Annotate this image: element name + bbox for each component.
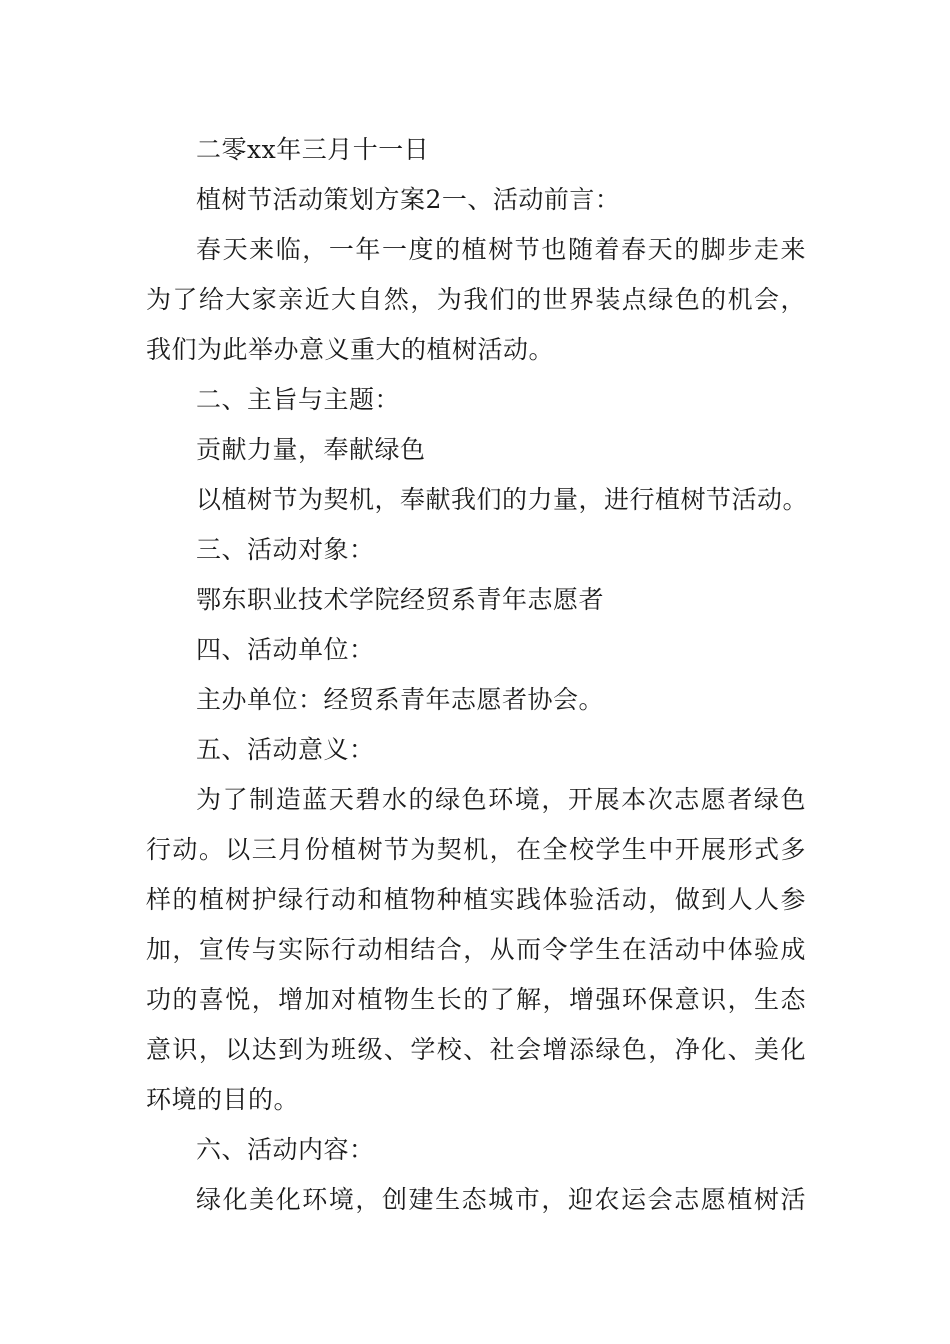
document-page [146, 125, 809, 1225]
section-heading: 五、活动意义： [196, 735, 375, 764]
paragraph-line: 加，宣传与实际行动相结合，从而令学生在活动中体验成 [146, 935, 806, 964]
paragraph-line: 意识，以达到为班级、学校、社会增添绿色，净化、美化 [146, 1035, 806, 1064]
date-line: 二零xx年三月十一日 [196, 135, 430, 164]
plan-title-line: 植树节活动策划方案2一、活动前言： [196, 185, 621, 214]
paragraph-line: 样的植树护绿行动和植物种植实践体验活动，做到人人参 [146, 885, 806, 914]
section-heading: 二、主旨与主题： [196, 385, 401, 414]
paragraph-line: 为了制造蓝天碧水的绿色环境，开展本次志愿者绿色 [196, 785, 806, 814]
paragraph-line: 以植树节为契机，奉献我们的力量，进行植树节活动。 [196, 485, 809, 514]
paragraph-line: 环境的目的。 [146, 1085, 300, 1114]
paragraph-line: 绿化美化环境，创建生态城市，迎农运会志愿植树活 [196, 1185, 806, 1214]
section-heading: 六、活动内容： [196, 1135, 375, 1164]
paragraph-line: 我们为此举办意义重大的植树活动。 [146, 335, 555, 364]
paragraph-line: 为了给大家亲近大自然，为我们的世界装点绿色的机会， [146, 285, 806, 314]
paragraph-line: 春天来临，一年一度的植树节也随着春天的脚步走来 [196, 235, 806, 264]
paragraph-line: 行动。以三月份植树节为契机，在全校学生中开展形式多 [146, 835, 806, 864]
paragraph-line: 功的喜悦，增加对植物生长的了解，增强环保意识，生态 [146, 985, 806, 1014]
paragraph-line: 贡献力量，奉献绿色 [196, 435, 426, 464]
section-heading: 四、活动单位： [196, 635, 375, 664]
paragraph-line: 鄂东职业技术学院经贸系青年志愿者 [196, 585, 605, 614]
section-heading: 三、活动对象： [196, 535, 375, 564]
paragraph-line: 主办单位：经贸系青年志愿者协会。 [196, 685, 605, 714]
